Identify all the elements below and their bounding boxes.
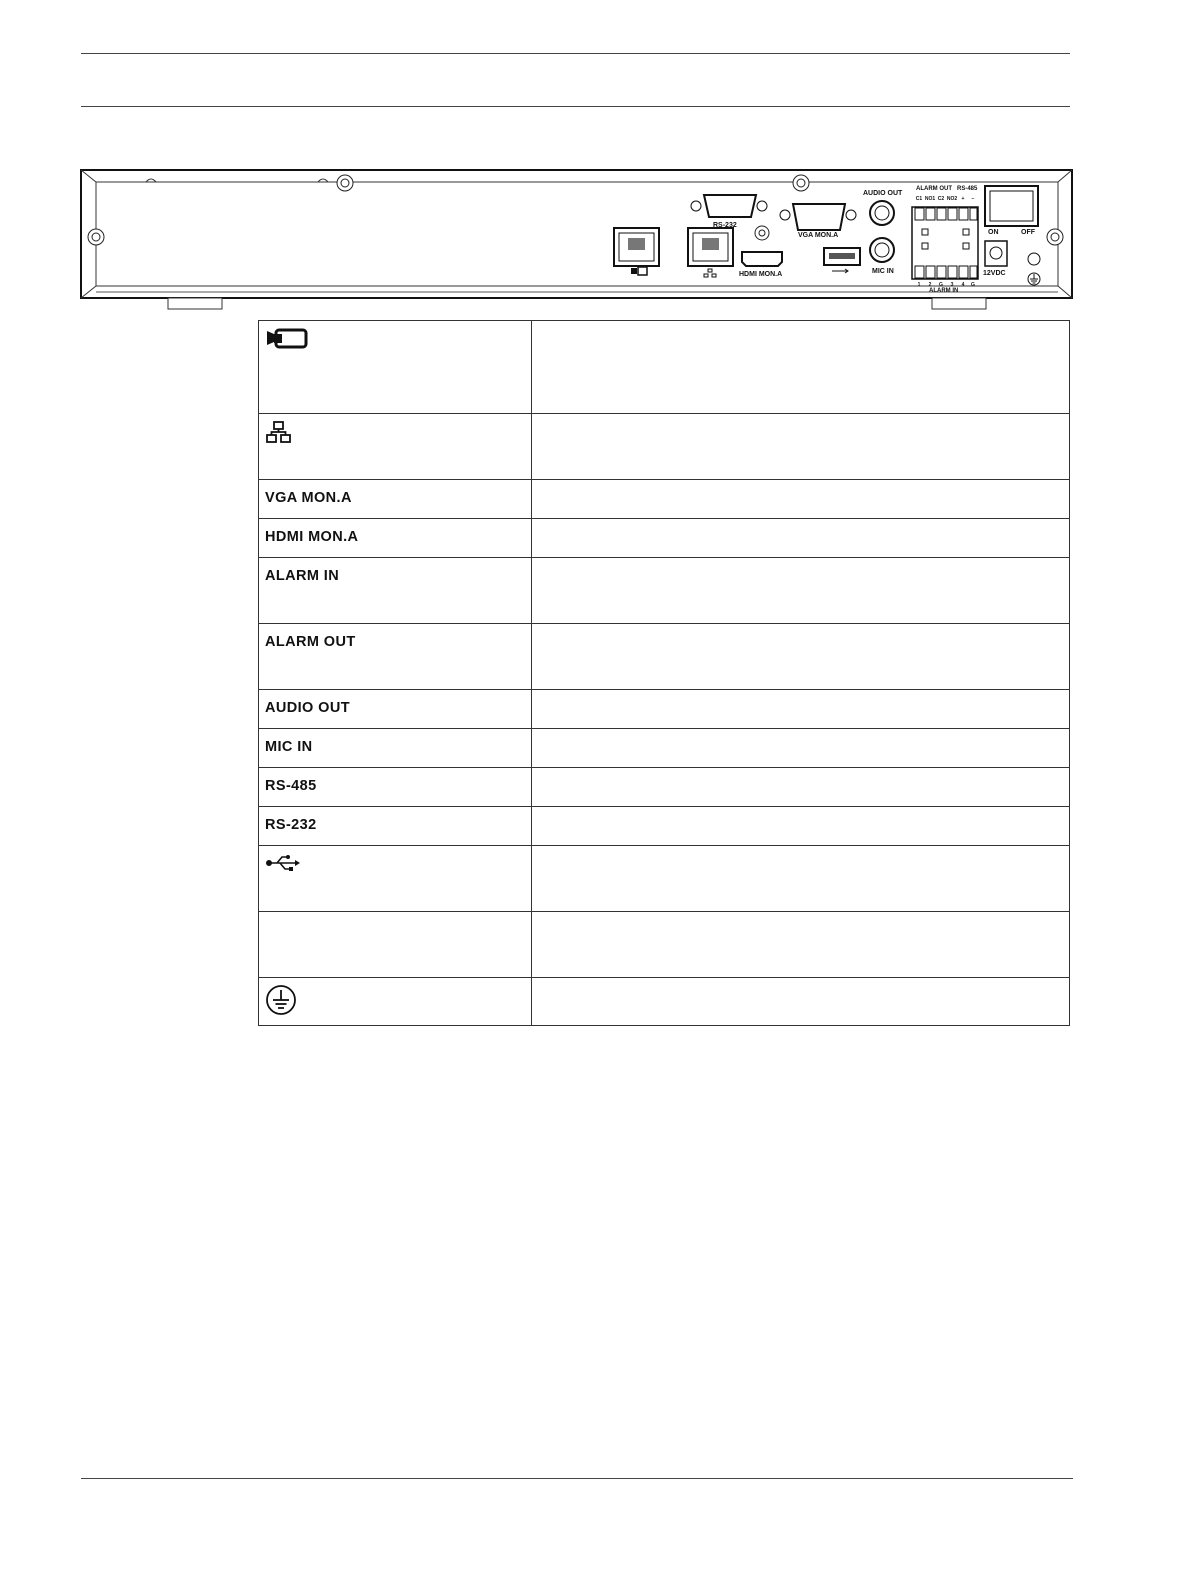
alarm-in-pin-label: G [971,282,975,288]
description-cell [532,768,1070,807]
connector-cell [259,690,532,729]
dc-power-jack [983,241,1007,277]
connector-cell [259,846,532,912]
ground-icon [265,1003,297,1020]
table-row [259,846,1070,912]
table-row [259,519,1070,558]
description-cell [532,558,1070,624]
connector-label: RS-232 [265,817,317,833]
footer-rule [81,1478,1073,1479]
description-cell [532,321,1070,414]
alarm-out-pin-label: NO2 [946,196,958,202]
connector-cell [259,519,532,558]
power-on-label: ON [988,229,999,236]
connector-label: HDMI MON.A [265,529,359,545]
table-row [259,480,1070,519]
vga-panel-label: VGA MON.A [798,232,839,239]
connector-label: AUDIO OUT [265,700,350,716]
description-cell [532,978,1070,1026]
alarm-out-pin-label: − [971,196,975,202]
hdmi-port [739,252,782,278]
connector-cell [259,912,532,978]
rs232-panel-label: RS-232 [713,222,737,229]
description-cell [532,480,1070,519]
alarm-out-pin-label: C2 [937,196,945,202]
description-cell [532,912,1070,978]
table-row [259,978,1070,1026]
description-cell [532,414,1070,480]
table-row [259,807,1070,846]
alarm-out-pin-label: C1 [915,196,923,202]
connector-cell [259,558,532,624]
table-row [259,414,1070,480]
rear-panel-drawing [80,166,1074,314]
camera-port-icon [265,336,309,353]
connector-label: ALARM OUT [265,634,356,650]
alarm-in-panel-label: ALARM IN [929,288,959,294]
header-rule-top [81,53,1070,54]
description-cell [532,846,1070,912]
connector-label: RS-485 [265,778,317,794]
hdmi-panel-label: HDMI MON.A [739,271,783,278]
connector-label: VGA MON.A [265,490,352,506]
connector-cell [259,768,532,807]
alarm-in-pin-label: G [939,282,943,288]
mic-in-panel-label: MIC IN [872,268,894,275]
table-row [259,729,1070,768]
connector-cell [259,978,532,1026]
connector-cell [259,480,532,519]
table-row [259,768,1070,807]
alarm-out-pin-label: NO1 [924,196,936,202]
alarm-out-panel-label: ALARM OUT [916,186,952,192]
description-cell [532,729,1070,768]
alarm-in-pin-label: 3 [950,282,954,288]
audio-out-panel-label: AUDIO OUT [863,190,903,197]
connector-label: ALARM IN [265,568,340,584]
table-row [259,624,1070,690]
description-cell [532,624,1070,690]
table-row [259,912,1070,978]
connector-label [259,912,531,922]
description-cell [532,519,1070,558]
description-cell [532,807,1070,846]
description-cell [532,690,1070,729]
power-off-label: OFF [1021,229,1035,236]
rs485-panel-label: RS-485 [957,186,978,192]
connector-cell [259,321,532,414]
alarm-in-pin-label: 2 [928,282,932,288]
table-row [259,558,1070,624]
table-row [259,690,1070,729]
dc-panel-label: 12VDC [983,270,1006,277]
connections-table [258,320,1070,1026]
connector-cell [259,807,532,846]
usb-icon [265,861,301,878]
connector-label: MIC IN [265,739,313,755]
network-icon [265,431,293,448]
alarm-in-pin-label: 1 [917,282,921,288]
connector-cell [259,624,532,690]
connector-cell [259,729,532,768]
mic-in-jack [870,238,894,275]
connector-cell [259,414,532,480]
header-rule-bottom [81,106,1070,107]
alarm-in-pin-label: 4 [961,282,965,288]
alarm-out-pin-label: + [961,196,965,202]
table-row [259,321,1070,414]
